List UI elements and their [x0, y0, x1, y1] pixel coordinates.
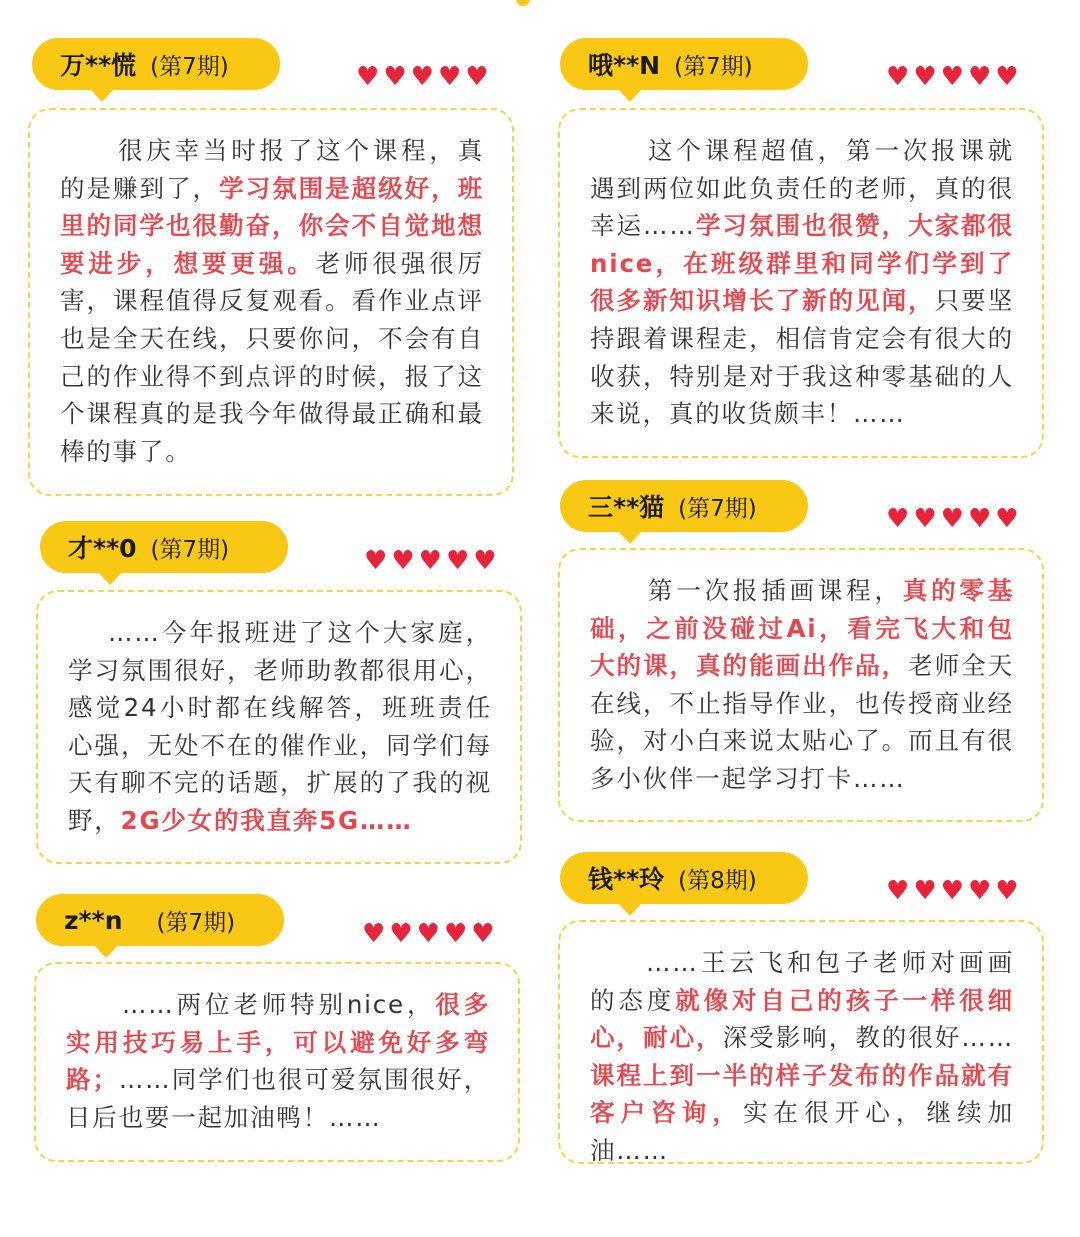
rating-hearts [356, 64, 489, 90]
heart-icon: ♥ [473, 546, 497, 576]
rating-hearts [362, 921, 495, 947]
reviewer-name: 钱**玲 [588, 865, 665, 894]
heart-icon: ♥ [389, 919, 413, 949]
heart-icon: ♥ [356, 62, 380, 92]
heart-icon: ♥ [995, 876, 1019, 906]
review-card [28, 108, 514, 496]
heart-icon: ♥ [995, 504, 1019, 534]
reviewer-period: (第7期) [156, 909, 236, 936]
heart-icon: ♥ [418, 546, 442, 576]
heart-icon: ♥ [362, 919, 386, 949]
heart-icon: ♥ [995, 62, 1019, 92]
review-text [66, 986, 490, 1136]
review-card [558, 108, 1044, 458]
reviewer-name: 才**0 [68, 534, 137, 563]
reviewer-name: 三**猫 [588, 493, 665, 522]
review-highlight: 学习氛围是超级好，班里的同学也很勤奋，你会不自觉地想要进步，想要更强。 [60, 173, 484, 278]
heart-icon: ♥ [886, 62, 910, 92]
review-highlight: 课程上到一半的样子发布的作品就有客户咨询， [590, 1060, 1014, 1128]
rating-hearts [364, 548, 497, 574]
review-text-segment: ……王云飞和包子老师对画画的态度 [590, 948, 1014, 1015]
top-decoration-dot [516, 0, 530, 6]
review-card [34, 962, 520, 1162]
review-text [60, 132, 484, 470]
rating-hearts [886, 506, 1019, 532]
review-highlight: 2G少女的我直奔5G…… [120, 805, 413, 835]
heart-icon: ♥ [886, 876, 910, 906]
heart-icon: ♥ [940, 62, 964, 92]
review-text [590, 944, 1014, 1170]
heart-icon: ♥ [437, 62, 462, 92]
reviewer-name: z**n [64, 905, 123, 935]
reviewer-name: 哦**N [588, 51, 661, 80]
reviewer-name: 万**慌 [60, 51, 137, 80]
rating-hearts [886, 878, 1019, 904]
heart-icon: ♥ [913, 876, 937, 906]
rating-hearts [886, 64, 1019, 90]
reviewer-tag [560, 38, 808, 90]
review-text-segment: 深受影响，教的很好…… [722, 1023, 1014, 1053]
heart-icon: ♥ [471, 919, 495, 949]
review-text-segment: ……同学们也很可爱氛围很好，日后也要一起加油鸭！…… [66, 1065, 491, 1132]
reviewer-period: (第7期) [678, 495, 757, 522]
reviewer-period: (第7期) [150, 536, 230, 563]
review-text-segment: ……今年报班进了这个大家庭，学习氛围很好，老师助教都很用心，感觉24小时都在线解答，班班责任心强，无处不在的催作业，同学们每天有聊不完的话题，扩展的了我的视野， [68, 618, 492, 835]
heart-icon: ♥ [913, 504, 937, 534]
review-card [558, 920, 1044, 1164]
review-text-segment: 实在很开心，继续加油…… [590, 1098, 1015, 1165]
review-text-segment: 老师很强很厉害，课程值得反复观看。看作业点评也是全天在线，只要你问，不会有自己的作业得不到点评的时候，报了这个课程真的是我今年做得最正确和最棒的事了。 [60, 248, 484, 466]
reviewer-tag [560, 852, 808, 904]
reviewer-tag [560, 480, 808, 532]
review-card [558, 548, 1044, 822]
review-card [36, 590, 522, 864]
heart-icon: ♥ [940, 504, 964, 534]
heart-icon: ♥ [383, 62, 407, 92]
heart-icon: ♥ [416, 919, 440, 949]
heart-icon: ♥ [967, 62, 992, 92]
heart-icon: ♥ [940, 876, 964, 906]
reviewer-period: (第7期) [674, 53, 753, 80]
review-text-segment: 第一次报插画课程， [646, 576, 903, 605]
heart-icon: ♥ [445, 546, 470, 576]
heart-icon: ♥ [465, 62, 489, 92]
heart-icon: ♥ [886, 504, 910, 534]
reviewer-tag [32, 38, 280, 90]
heart-icon: ♥ [443, 919, 468, 949]
review-text-segment: ……两位老师特别nice， [122, 990, 436, 1019]
review-text [68, 614, 492, 840]
review-text-segment: 很庆幸当时报了这个课程，真的是赚到了， [60, 136, 484, 203]
review-highlight: 学习氛围也很赞，大家都很nice，在班级群里和同学们学到了很多新知识增长了新的见闻， [590, 211, 1014, 316]
reviewer-period: (第8期) [678, 867, 757, 894]
heart-icon: ♥ [364, 546, 388, 576]
review-text-segment: 只要坚持跟着课程走，相信肯定会有很大的收获，特别是对于我这种零基础的人来说，真的收货颇丰！…… [590, 286, 1014, 429]
heart-icon: ♥ [391, 546, 415, 576]
review-text [590, 132, 1014, 433]
heart-icon: ♥ [913, 62, 937, 92]
reviewer-tag [36, 894, 284, 946]
reviewer-tag [40, 521, 288, 573]
heart-icon: ♥ [410, 62, 434, 92]
review-text-segment: 老师全天在线，不止指导作业，也传授商业经验，对小白来说太贴心了。而且有很多小伙伴一起学习打卡…… [590, 651, 1014, 793]
review-highlight: 真的零基础，之前没碰过Ai，看完飞大和包大的课，真的能画出作品， [590, 576, 1015, 681]
review-text [590, 572, 1014, 798]
review-highlight: 就像对自己的孩子一样很细心，耐心， [590, 985, 1014, 1053]
heart-icon: ♥ [967, 876, 992, 906]
review-highlight: 很多实用技巧易上手，可以避免好多弯路； [66, 990, 490, 1095]
review-text-segment: 这个课程超值，第一次报课就遇到两位如此负责任的老师，真的很幸运…… [590, 136, 1014, 241]
reviewer-period: (第7期) [150, 53, 229, 80]
heart-icon: ♥ [967, 504, 992, 534]
